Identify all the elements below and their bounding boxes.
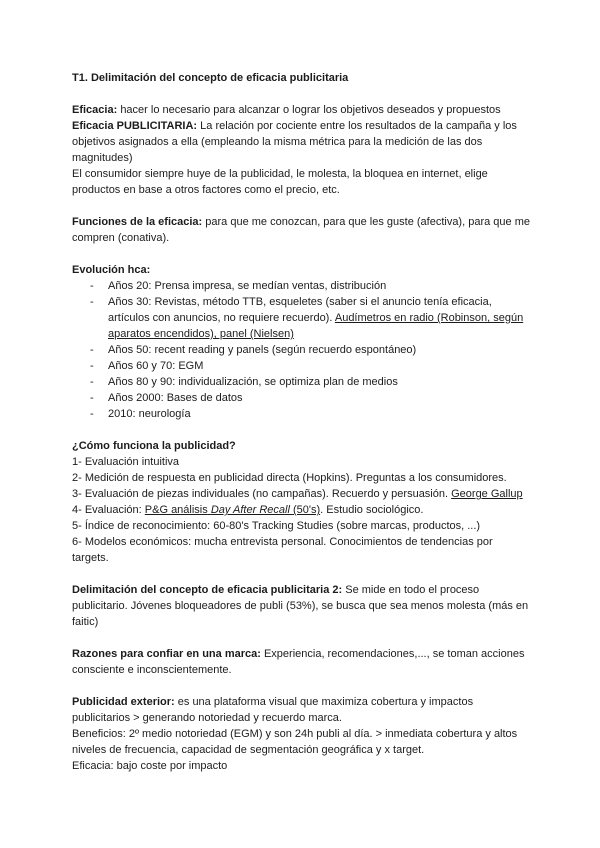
list-item: - Años 80 y 90: individualización, se optimiza plan de medios [72, 374, 532, 390]
eficacia-publicitaria-definition [72, 118, 532, 166]
como-heading: ¿Cómo funciona la publicidad? [72, 440, 236, 452]
delimitacion2-text: Se mide en todo el proceso publicitario. Jóvenes bloqueadores de publi (53%), se busca que sea menos molesta (más en faitic) [72, 584, 529, 628]
razones-text: Experiencia, recomendaciones,..., se toman acciones consciente e inconscientemente. [72, 648, 525, 676]
exterior-text: es una plataforma visual que maximiza cobertura y impactos publicitarios > generando notoriedad y recuerdo marca. [72, 696, 474, 724]
list-item: - Años 2000: Bases de datos [72, 390, 532, 406]
document-page [72, 70, 532, 774]
razones-paragraph [72, 646, 532, 678]
audimetros-link[interactable]: Audímetros en radio (Robinson, según aparatos encendidos), panel (Nielsen) [108, 312, 524, 340]
pg-analisis-link[interactable]: P&G análisis Day After Recall (50's) [144, 504, 321, 516]
exterior-label: Publicidad exterior: [72, 696, 175, 708]
page-title: T1. Delimitación del concepto de eficacia publicitaria [72, 72, 349, 84]
como-item-1: 1- Evaluación intuitiva [72, 456, 180, 468]
list-item: - Años 60 y 70: EGM [72, 358, 532, 374]
george-gallup-link[interactable]: George Gallup [451, 488, 523, 500]
list-item: - 2010: neurología [72, 406, 532, 422]
list-item: - Años 30: Revistas, método TTB, esqueletes (saber si el anuncio tenía eficacia, artículos con anuncios, no requiere recuerdo). Audímetros en radio (Robinson, según aparatos encendidos), panel (Nielsen) [72, 294, 532, 342]
como-item-4: 4- Evaluación: P&G análisis Day After Recall (50's). Estudio sociológico. [72, 504, 424, 516]
eficacia-exterior-paragraph: Eficacia: bajo coste por impacto [72, 760, 228, 772]
consumidor-paragraph: El consumidor siempre huye de la publicidad, le molesta, la bloquea en internet, elige productos en base a otros factores como el precio, etc. [72, 168, 488, 196]
eficacia-publicitaria-text: La relación por cociente entre los resultados de la campaña y los objetivos asignados a ella (empleando la misma métrica para la medición de las dos magnitudes) [72, 120, 517, 164]
list-item: - Años 50: recent reading y panels (según recuerdo espontáneo) [72, 342, 532, 358]
delimitacion2-label: Delimitación del concepto de eficacia publicitaria 2: [72, 584, 343, 596]
eficacia-label: Eficacia: [72, 104, 118, 116]
como-item-6: 6- Modelos económicos: mucha entrevista personal. Conocimientos de tendencias por targets. [72, 536, 493, 564]
eficacia-definition [72, 102, 532, 118]
funciones-paragraph [72, 214, 532, 246]
funciones-text: para que me conozcan, para que les guste (afectiva), para que me compren (conativa). [72, 216, 530, 244]
evolucion-list [72, 278, 532, 422]
funciones-label: Funciones de la eficacia: [72, 216, 203, 228]
evolucion-heading: Evolución hca: [72, 264, 151, 276]
como-item-2: 2- Medición de respuesta en publicidad directa (Hopkins). Preguntas a los consumidores. [72, 472, 507, 484]
como-item-3: 3- Evaluación de piezas individuales (no campañas). Recuerdo y persuasión. George Gallup [72, 488, 523, 500]
razones-label: Razones para confiar en una marca: [72, 648, 261, 660]
eficacia-text: hacer lo necesario para alcanzar o lograr los objetivos deseados y propuestos [120, 104, 501, 116]
list-item: - Años 20: Prensa impresa, se medían ventas, distribución [72, 278, 532, 294]
como-item-5: 5- Índice de reconocimiento: 60-80's Tracking Studies (sobre marcas, productos, ...) [72, 520, 481, 532]
exterior-paragraph [72, 694, 532, 726]
eficacia-publicitaria-label: Eficacia PUBLICITARIA: [72, 120, 198, 132]
delimitacion2-paragraph [72, 582, 532, 630]
beneficios-paragraph: Beneficios: 2º medio notoriedad (EGM) y son 24h publi al día. > inmediata cobertura y altos niveles de frecuencia, capacidad de segmentación geográfica y x target. [72, 728, 518, 756]
